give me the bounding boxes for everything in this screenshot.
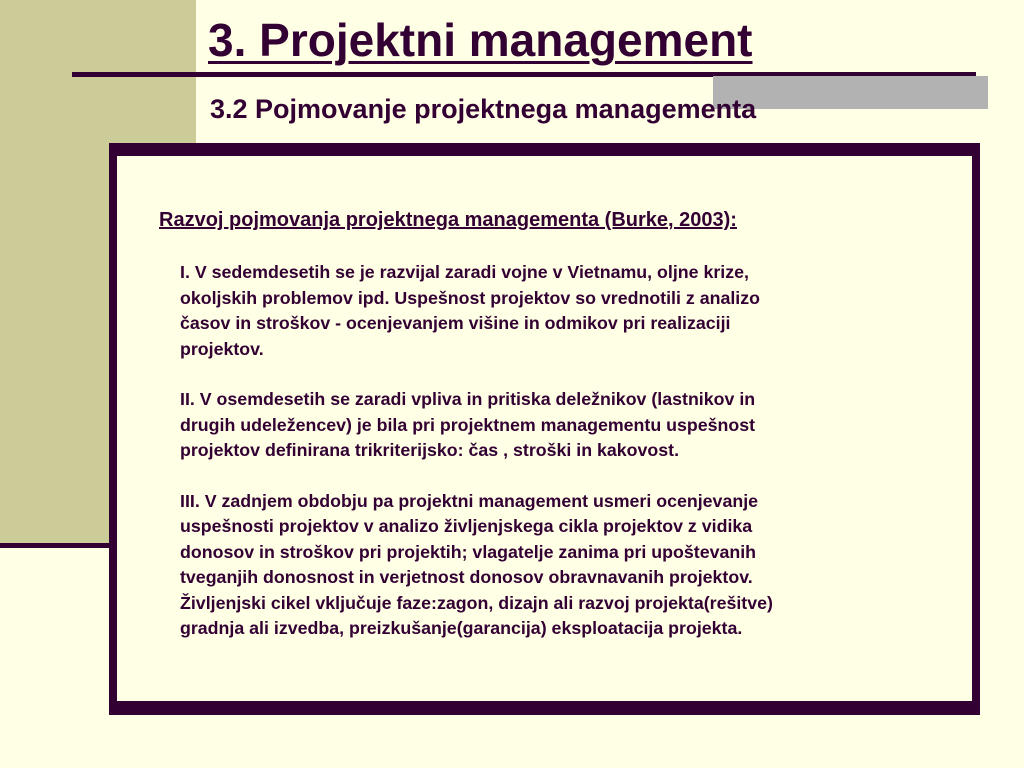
content-box <box>117 156 972 701</box>
paragraph-i <box>180 260 960 362</box>
paragraph-list <box>180 260 960 667</box>
paragraph-line: uspešnosti projektov v analizo življenjskega cikla projektov z vidika <box>180 516 753 536</box>
paragraph-line: časov in stroškov - ocenjevanjem višine in odmikov pri realizaciji <box>180 313 731 333</box>
content-heading: Razvoj pojmovanja projektnega managementa (Burke, 2003): <box>159 209 737 231</box>
paragraph-line: drugih udeležencev) je bila pri projektnem managementu uspešnost <box>180 414 756 435</box>
paragraph-iii <box>180 489 960 642</box>
content-frame <box>109 143 980 715</box>
paragraph-line: II. V osemdesetih se zaradi vpliva in pritiska deležnikov (lastnikov in <box>180 389 756 409</box>
paragraph-line: III. V zadnjem obdobju pa projektni management usmeri ocenjevanje <box>180 490 759 511</box>
slide-subtitle: 3.2 Pojmovanje projektnega managementa <box>210 94 757 124</box>
paragraph-line: I. V sedemdesetih se je razvijal zaradi vojne v Vietnamu, oljne krize, <box>180 262 749 282</box>
left-band-underline <box>0 543 112 548</box>
paragraph-line: projektov. <box>180 338 264 359</box>
paragraph-line: gradnja ali izvedba, preizkušanje(garancija) eksploatacija projekta. <box>180 618 743 638</box>
paragraph-line: projektov definirana trikriterijsko: čas , stroški in kakovost. <box>180 440 680 460</box>
slide-title: 3. Projektni management <box>208 14 753 66</box>
paragraph-line: donosov in stroškov pri projektih; vlagatelje zanima pri upoštevanih <box>180 541 757 562</box>
paragraph-line: okoljskih problemov ipd. Uspešnost projektov so vrednotili z analizo <box>180 287 760 308</box>
paragraph-line: Življenjski cikel vključuje faze:zagon, dizajn ali razvoj projekta(rešitve) <box>180 592 773 613</box>
paragraph-line: tveganjih donosnost in verjetnost donosov obravnavanih projektov. <box>180 567 753 587</box>
paragraph-ii <box>180 387 960 464</box>
